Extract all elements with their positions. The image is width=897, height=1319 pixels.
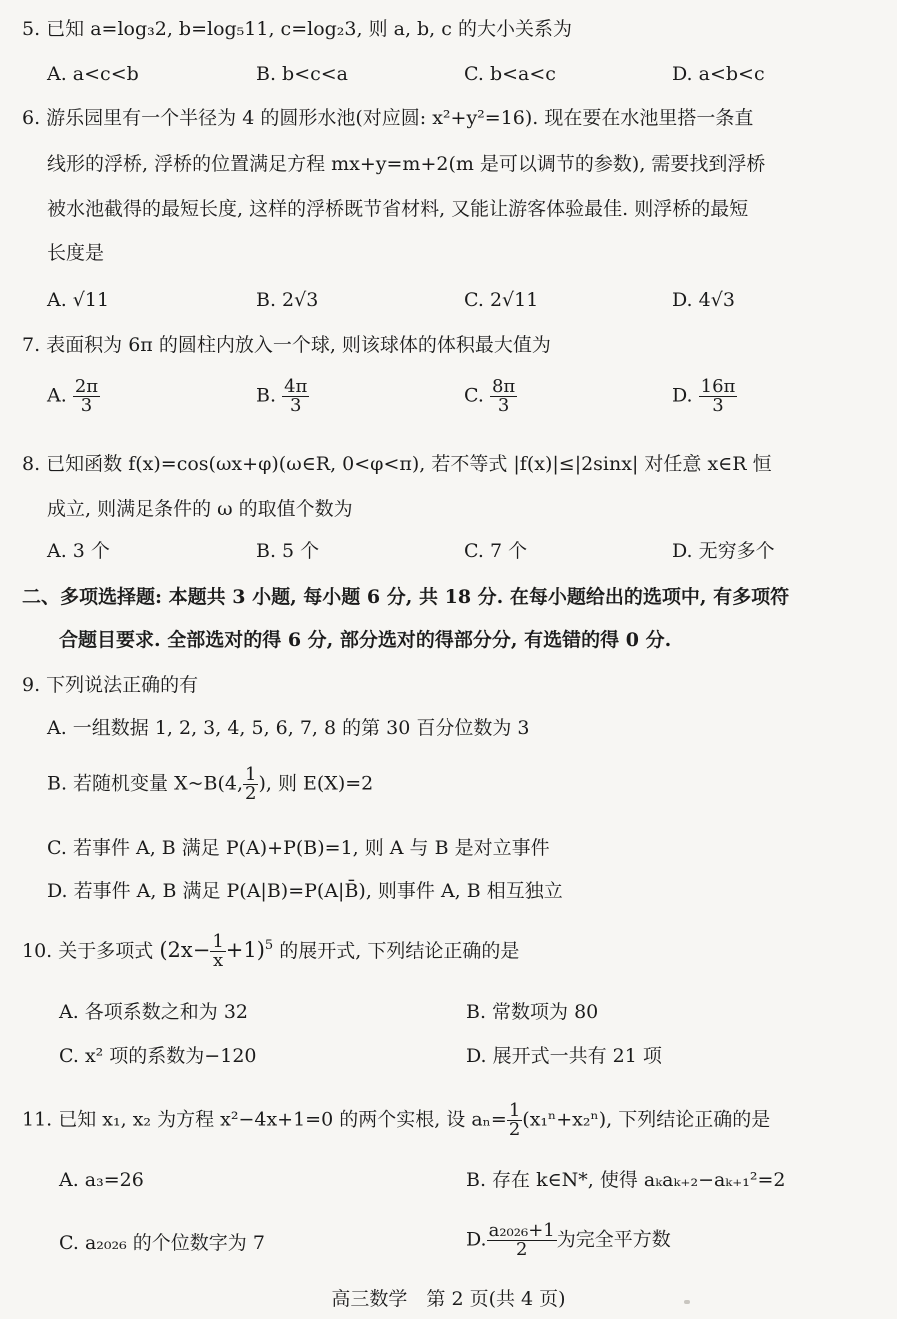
scan-speck: [684, 1300, 690, 1304]
q8-option-b: B. 5 个: [256, 540, 320, 562]
q10-polynomial-denominator: x: [212, 950, 224, 971]
q7-option-d-denominator: 3: [712, 395, 724, 416]
q9-option-b-numerator: 1: [245, 764, 257, 785]
q7-option-b-fraction: [282, 378, 309, 415]
q10-option-a: A. 各项系数之和为 32: [59, 1001, 249, 1023]
q7-option-b: [256, 378, 309, 415]
q9-option-b-prefix: B. 若随机变量 X~B(4,: [47, 772, 244, 795]
q7-option-a: [47, 378, 100, 415]
q10-option-c: C. x² 项的系数为−120: [59, 1045, 257, 1067]
q5-option-b: B. b<c<a: [256, 63, 349, 85]
q11-option-d-denominator: 2: [515, 1239, 528, 1260]
q11-option-d-suffix: 为完全平方数: [556, 1228, 671, 1251]
q9-option-b-fraction: [243, 766, 258, 803]
q7-option-d: [672, 378, 737, 415]
q7-option-a-denominator: 3: [80, 395, 93, 416]
q10-polynomial-fraction: [210, 933, 225, 970]
q7-option-a-numerator: 2π: [74, 376, 99, 397]
q7-option-b-letter: B.: [256, 384, 277, 407]
q9-stem: 9. 下列说法正确的有: [22, 674, 199, 696]
q7-option-a-letter: A.: [47, 384, 67, 407]
q11-option-d: [466, 1222, 671, 1259]
q7-option-d-letter: D.: [672, 384, 693, 407]
q10-stem-suffix: 的展开式, 下列结论正确的是: [279, 940, 520, 962]
q9-option-b-suffix: ), 则 E(X)=2: [258, 772, 374, 795]
q10-stem: [22, 933, 897, 970]
q8-line-2: 成立, 则满足条件的 ω 的取值个数为: [47, 498, 353, 520]
q7-stem: 7. 表面积为 6π 的圆柱内放入一个球, 则该球体的体积最大值为: [22, 334, 551, 356]
q11-stem-denominator: 2: [508, 1119, 521, 1140]
q7-option-c-denominator: 3: [497, 395, 510, 416]
q9-option-b: [47, 766, 373, 803]
q10-polynomial-right: +1): [225, 938, 265, 962]
q10-stem-prefix: 10. 关于多项式: [22, 940, 154, 962]
section-2-heading-line-2: 合题目要求. 全部选对的得 6 分, 部分选对的得部分分, 有选错的得 0 分.: [59, 629, 672, 651]
q11-stem-suffix: (x₁ⁿ+x₂ⁿ), 下列结论正确的是: [522, 1108, 771, 1131]
page-footer: 高三数学 第 2 页(共 4 页): [331, 1288, 566, 1310]
q7-option-c: [464, 378, 517, 415]
q11-stem-prefix: 11. 已知 x₁, x₂ 为方程 x²−4x+1=0 的两个实根, 设 aₙ=: [22, 1108, 507, 1131]
q11-stem: [22, 1102, 897, 1139]
q7-option-c-numerator: 8π: [491, 376, 516, 397]
q10-option-d: D. 展开式一共有 21 项: [466, 1045, 662, 1067]
q8-option-c: C. 7 个: [464, 540, 528, 562]
q7-option-c-fraction: [490, 378, 517, 415]
q7-option-d-fraction: [699, 378, 738, 415]
q6-line-2: 线形的浮桥, 浮桥的位置满足方程 mx+y=m+2(m 是可以调节的参数), 需要找到浮桥: [47, 153, 766, 175]
q6-option-a: A. √11: [47, 289, 110, 311]
q6-option-b: B. 2√3: [256, 289, 319, 311]
q11-stem-fraction: [507, 1102, 522, 1139]
q7-option-b-denominator: 3: [289, 395, 302, 416]
q5-option-a: A. a<c<b: [47, 63, 139, 85]
q10-polynomial-numerator: 1: [212, 931, 224, 952]
q5-option-d: D. a<b<c: [672, 63, 765, 85]
q8-option-d: D. 无穷多个: [672, 540, 775, 562]
q5-stem: 5. 已知 a=log₃2, b=log₅11, c=log₂3, 则 a, b, c 的大小关系为: [22, 18, 572, 40]
q7-option-d-numerator: 16π: [700, 376, 736, 397]
q11-stem-numerator: 1: [508, 1100, 521, 1121]
q7-option-b-numerator: 4π: [284, 376, 308, 397]
q11-option-c: C. a₂₀₂₆ 的个位数字为 7: [59, 1232, 265, 1254]
q7-option-c-letter: C.: [464, 384, 484, 407]
q11-option-d-numerator: a₂₀₂₆+1: [488, 1220, 555, 1241]
q5-option-c: C. b<a<c: [464, 63, 556, 85]
q9-option-b-denominator: 2: [245, 783, 257, 804]
q6-line-1: 6. 游乐园里有一个半径为 4 的圆形水池(对应圆: x²+y²=16). 现在要在水池里搭一条直: [22, 107, 754, 129]
q9-option-c: C. 若事件 A, B 满足 P(A)+P(B)=1, 则 A 与 B 是对立事件: [47, 837, 550, 859]
q10-polynomial: [159, 931, 274, 971]
q9-option-a: A. 一组数据 1, 2, 3, 4, 5, 6, 7, 8 的第 30 百分位数为 3: [47, 717, 530, 739]
q6-line-3: 被水池截得的最短长度, 这样的浮桥既节省材料, 又能让游客体验最佳. 则浮桥的最短: [47, 198, 749, 220]
q10-polynomial-exponent: 5: [264, 938, 274, 953]
q11-option-b: B. 存在 k∈N*, 使得 aₖaₖ₊₂−aₖ₊₁²=2: [466, 1169, 786, 1191]
q7-option-a-fraction: [73, 378, 100, 415]
section-2-heading-line-1: 二、多项选择题: 本题共 3 小题, 每小题 6 分, 共 18 分. 在每小题给出的选项中, 有多项符: [22, 586, 790, 608]
q10-option-b: B. 常数项为 80: [466, 1001, 599, 1023]
q6-line-4: 长度是: [47, 242, 105, 264]
q6-option-c: C. 2√11: [464, 289, 539, 311]
q11-option-a: A. a₃=26: [59, 1169, 144, 1191]
q8-option-a: A. 3 个: [47, 540, 110, 562]
q10-polynomial-left: (2x−: [159, 938, 211, 962]
q8-line-1: 8. 已知函数 f(x)=cos(ωx+φ)(ω∈R, 0<φ<π), 若不等式 |f(x)|≤|2sinx| 对任意 x∈R 恒: [22, 453, 772, 475]
q6-option-d: D. 4√3: [672, 289, 735, 311]
q11-option-d-letter: D.: [466, 1228, 487, 1251]
q9-option-d: D. 若事件 A, B 满足 P(A|B)=P(A|B̄), 则事件 A, B 相互独立: [47, 880, 563, 902]
q11-option-d-fraction: [487, 1222, 557, 1259]
